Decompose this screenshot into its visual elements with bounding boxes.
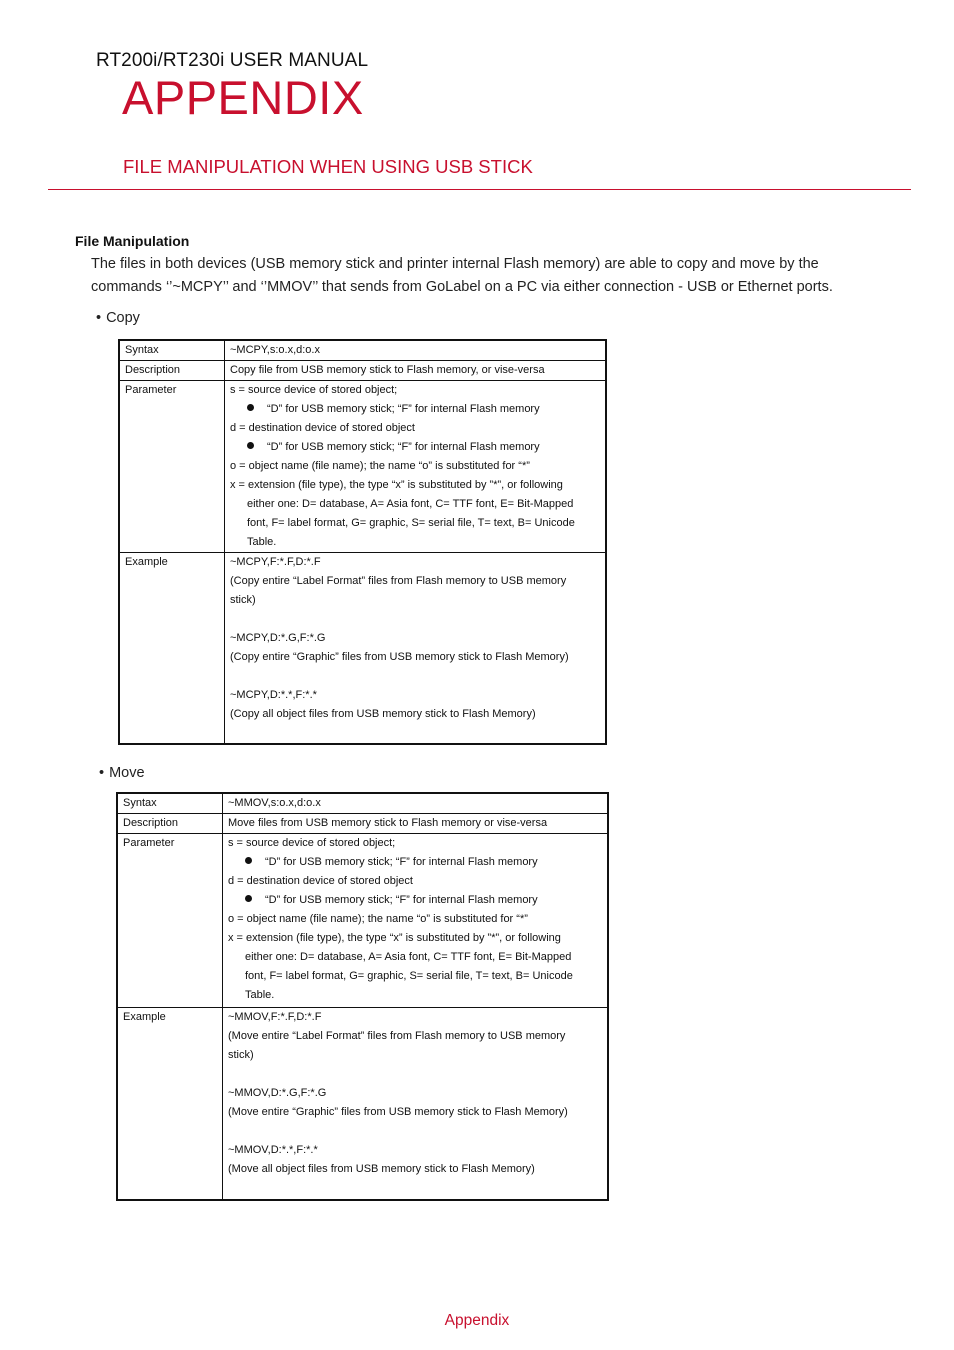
param-extension: x = extension (file type), the type “x” is substituted by ”*”, or following [228,932,561,945]
example-label: Example [119,553,225,745]
example-command: ~MMOV,D:*.G,F:*.G [228,1086,327,1099]
param-object-name: o = object name (file name); the name “o” is substituted for “*” [230,460,530,472]
example-description: (Move entire “Graphic” files from USB memory stick to Flash Memory) [228,1105,568,1118]
param-extension: x = extension (file type), the type “x” is substituted by ”*”, or following [230,479,563,491]
param-source: s = source device of stored object; [228,837,396,850]
intro-line: The files in both devices (USB memory stick and printer internal Flash memory) are able to copy and move by the [91,256,819,272]
table-row [119,553,606,745]
param-extension-cont: Table. [245,989,275,1002]
intro-paragraph [91,253,921,299]
example-value [225,553,607,745]
param-source-option [228,853,602,872]
appendix-title: APPENDIX [122,71,364,124]
parameter-value [225,381,607,553]
parameter-value [223,834,609,1007]
param-object-name: o = object name (file name); the name “o” is substituted for “*” [228,913,528,926]
description-value: Copy file from USB memory stick to Flash memory, or vise-versa [225,361,607,381]
syntax-label: Syntax [117,793,223,814]
bullet-icon [245,857,252,864]
manual-title: RT200i/RT230i USER MANUAL [96,50,369,71]
param-destination: d = destination device of stored object [228,875,413,888]
param-extension-cont: font, F= label format, G= graphic, S= serial file, T= text, B= Unicode [245,970,573,983]
param-destination-option [230,438,600,457]
example-description: (Copy all object files from USB memory stick to Flash Memory) [230,708,536,720]
param-extension-cont: Table. [247,536,277,548]
parameter-label: Parameter [117,834,223,1007]
param-destination-option-text: “D” for USB memory stick; “F” for internal Flash memory [267,441,540,453]
copy-heading [96,310,140,326]
table-row [117,1007,608,1200]
param-destination-option-text: “D” for USB memory stick; “F” for internal Flash memory [265,894,538,907]
example-description: (Move all object files from USB memory stick to Flash Memory) [228,1162,535,1175]
move-label: Move [109,765,145,781]
description-label: Description [117,814,223,834]
move-command-table [116,792,609,1201]
syntax-label: Syntax [119,340,225,361]
description-label: Description [119,361,225,381]
syntax-value: ~MMOV,s:o.x,d:o.x [223,793,609,814]
footer-label: Appendix [444,1312,510,1329]
bullet-icon: • [96,310,102,326]
param-destination-option [228,891,602,910]
param-extension-cont: font, F= label format, G= graphic, S= serial file, T= text, B= Unicode [247,517,575,529]
table-row [119,361,606,381]
param-destination: d = destination device of stored object [230,422,415,434]
param-source-option [230,400,600,419]
param-source: s = source device of stored object; [230,384,398,396]
example-value [223,1007,609,1200]
move-heading [99,765,145,781]
example-command: ~MMOV,D:*.*,F:*.* [228,1143,318,1156]
table-row [117,793,608,814]
example-description: (Move entire “Label Format” files from Flash memory to USB memory [228,1029,566,1042]
example-label: Example [117,1007,223,1200]
table-row [119,340,606,361]
intro-line: commands ‘’~MCPY’’ and ‘’MMOV’’ that sends from GoLabel on a PC via either connection - USB or Ethernet ports. [91,279,833,295]
description-value: Move files from USB memory stick to Flash memory or vise-versa [223,814,609,834]
table-row [119,381,606,553]
param-source-option-text: “D” for USB memory stick; “F” for internal Flash memory [267,403,540,415]
syntax-value: ~MCPY,s:o.x,d:o.x [225,340,607,361]
example-command: ~MCPY,F:*.F,D:*.F [230,556,321,568]
param-extension-cont: either one: D= database, A= Asia font, C= TTF font, E= Bit-Mapped [245,951,572,964]
copy-command-table [118,339,607,745]
example-description: (Copy entire “Graphic” files from USB memory stick to Flash Memory) [230,651,569,663]
section-title: FILE MANIPULATION WHEN USING USB STICK [123,156,533,177]
example-description: stick) [228,1048,254,1061]
header-divider [48,189,911,190]
example-description: stick) [230,594,256,606]
example-description: (Copy entire “Label Format” files from Flash memory to USB memory [230,575,567,587]
table-row [117,834,608,1007]
bullet-icon [247,442,254,449]
bullet-icon: • [99,765,105,781]
copy-label: Copy [106,310,140,326]
example-command: ~MCPY,D:*.G,F:*.G [230,632,326,644]
example-command: ~MMOV,F:*.F,D:*.F [228,1010,322,1023]
sub-heading: File Manipulation [75,233,190,249]
parameter-label: Parameter [119,381,225,553]
bullet-icon [247,404,254,411]
param-source-option-text: “D” for USB memory stick; “F” for internal Flash memory [265,856,538,869]
bullet-icon [245,895,252,902]
example-command: ~MCPY,D:*.*,F:*.* [230,689,317,701]
table-row [117,814,608,834]
param-extension-cont: either one: D= database, A= Asia font, C= TTF font, E= Bit-Mapped [247,498,574,510]
